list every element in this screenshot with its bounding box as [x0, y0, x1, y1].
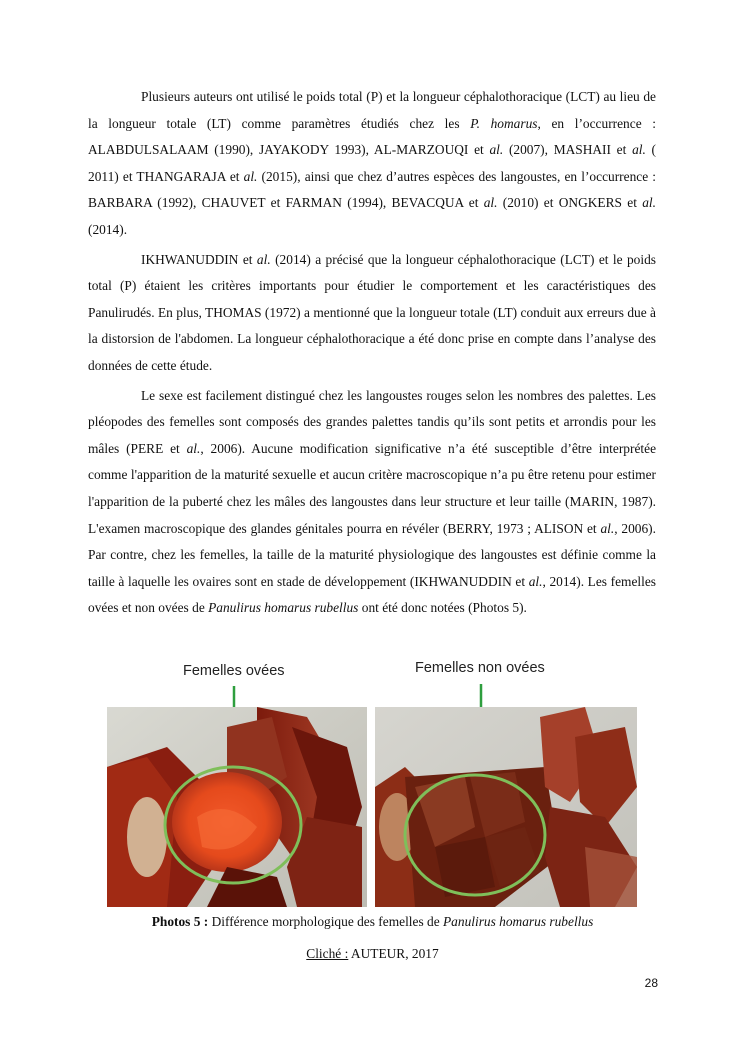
italic-run: al. — [528, 573, 543, 589]
italic-run: al. — [256, 251, 271, 267]
caption-prefix: Photos 5 : — [151, 914, 209, 929]
italic-run: al. — [632, 142, 646, 158]
caption-species: Panulirus homarus rubellus — [443, 914, 594, 929]
text-run: , en l’occurrence : ALABDULSALAAM (1990), JAYAKODY 1993), AL-MARZOUQI et — [88, 115, 656, 158]
photo-credit — [0, 946, 745, 962]
text-run: ont été donc notées (Photos 5). — [358, 600, 527, 616]
text-run: , 2006). Aucune modification significative n’a été susceptible d’être interprétée comme l'apparition de la maturité sexuelle et aucun critère macroscopique n’a pu être retenu pour estimer l'apparition de la puberté chez les mâles des langoustes dans leur structure et leur taille (MARIN, 1987). L'examen macroscopique des glandes génitales pourra en révéler (BERRY, 1973 ; ALISON et — [88, 440, 657, 536]
credit-label: Cliché : — [306, 946, 349, 961]
italic-run: Panulirus homarus rubellus — [208, 600, 359, 616]
text-run: Le sexe est facilement distingué chez les langoustes rouges selon les nombres des palettes. Les pléopodes des femelles sont composés des grandes palettes tandis qu’ils sont petits et arrondis pour les mâles (PERE et — [88, 387, 656, 456]
text-run: Plusieurs auteurs ont utilisé le poids total (P) et la longueur céphalothoracique (LCT) au lieu de la longueur totale (LT) comme paramètres étudiés chez les — [88, 89, 656, 131]
paragraph — [88, 383, 656, 622]
italic-run: al. — [600, 520, 615, 536]
photo-femelles-non-ovees — [375, 650, 637, 910]
text-run: (2015), ainsi que chez d’autres espèces des langoustes, en l’occurrence : BARBARA (1992), CHAUVET et FARMAN (1994), BEVACQUA et — [88, 168, 657, 211]
label-femelles-non-ovees: Femelles non ovées — [415, 660, 545, 676]
italic-run: al. — [243, 168, 258, 184]
label-femelles-ovees: Femelles ovées — [183, 663, 285, 679]
text-run: , 2014). Les femelles ovées et non ovées de — [88, 573, 657, 616]
text-run: , 2006). Par contre, chez les femelles, la taille de la maturité physiologique des langoustes est définie comme la taille à laquelle les ovaires sont en stade de développement (IKHWANUDDIN et — [88, 520, 656, 589]
text-run: (2014). — [88, 221, 128, 237]
lobster-photo-non-ovigerous — [375, 707, 637, 907]
italic-run: al. — [642, 195, 656, 211]
italic-run: P. homarus — [470, 115, 538, 131]
text-run: IKHWANUDDIN et — [141, 251, 257, 267]
paragraph — [88, 247, 656, 380]
text-run: ( 2011) et THANGARAJA et — [88, 142, 656, 184]
figure-caption — [0, 914, 745, 930]
paragraph — [88, 84, 656, 244]
lobster-photo-ovigerous — [107, 707, 367, 907]
credit-text: AUTEUR, 2017 — [348, 946, 439, 961]
body-text — [88, 84, 656, 625]
italic-run: al. — [483, 195, 498, 211]
text-run: (2007), MASHAII et — [503, 142, 633, 158]
italic-run: al. — [186, 440, 201, 456]
text-run: (2010) et ONGKERS et — [497, 195, 643, 211]
photo-femelles-ovees — [107, 650, 367, 910]
text-run: (2014) a précisé que la longueur céphalothoracique (LCT) et le poids total (P) étaient les critères importants pour étudier le comportement et les caractéristiques des Panulirudés. En plus, THOMAS (1972) a mentionné que la longueur totale (LT) conduit aux erreurs due à la distorsion de l'abdomen. La longueur céphalothoracique a été donc prise en compte dans l’analyse des données de cette étude. — [88, 251, 657, 373]
caption-text: Différence morphologique des femelles de — [208, 914, 443, 929]
page-number: 28 — [644, 976, 658, 990]
italic-run: al. — [489, 142, 504, 158]
